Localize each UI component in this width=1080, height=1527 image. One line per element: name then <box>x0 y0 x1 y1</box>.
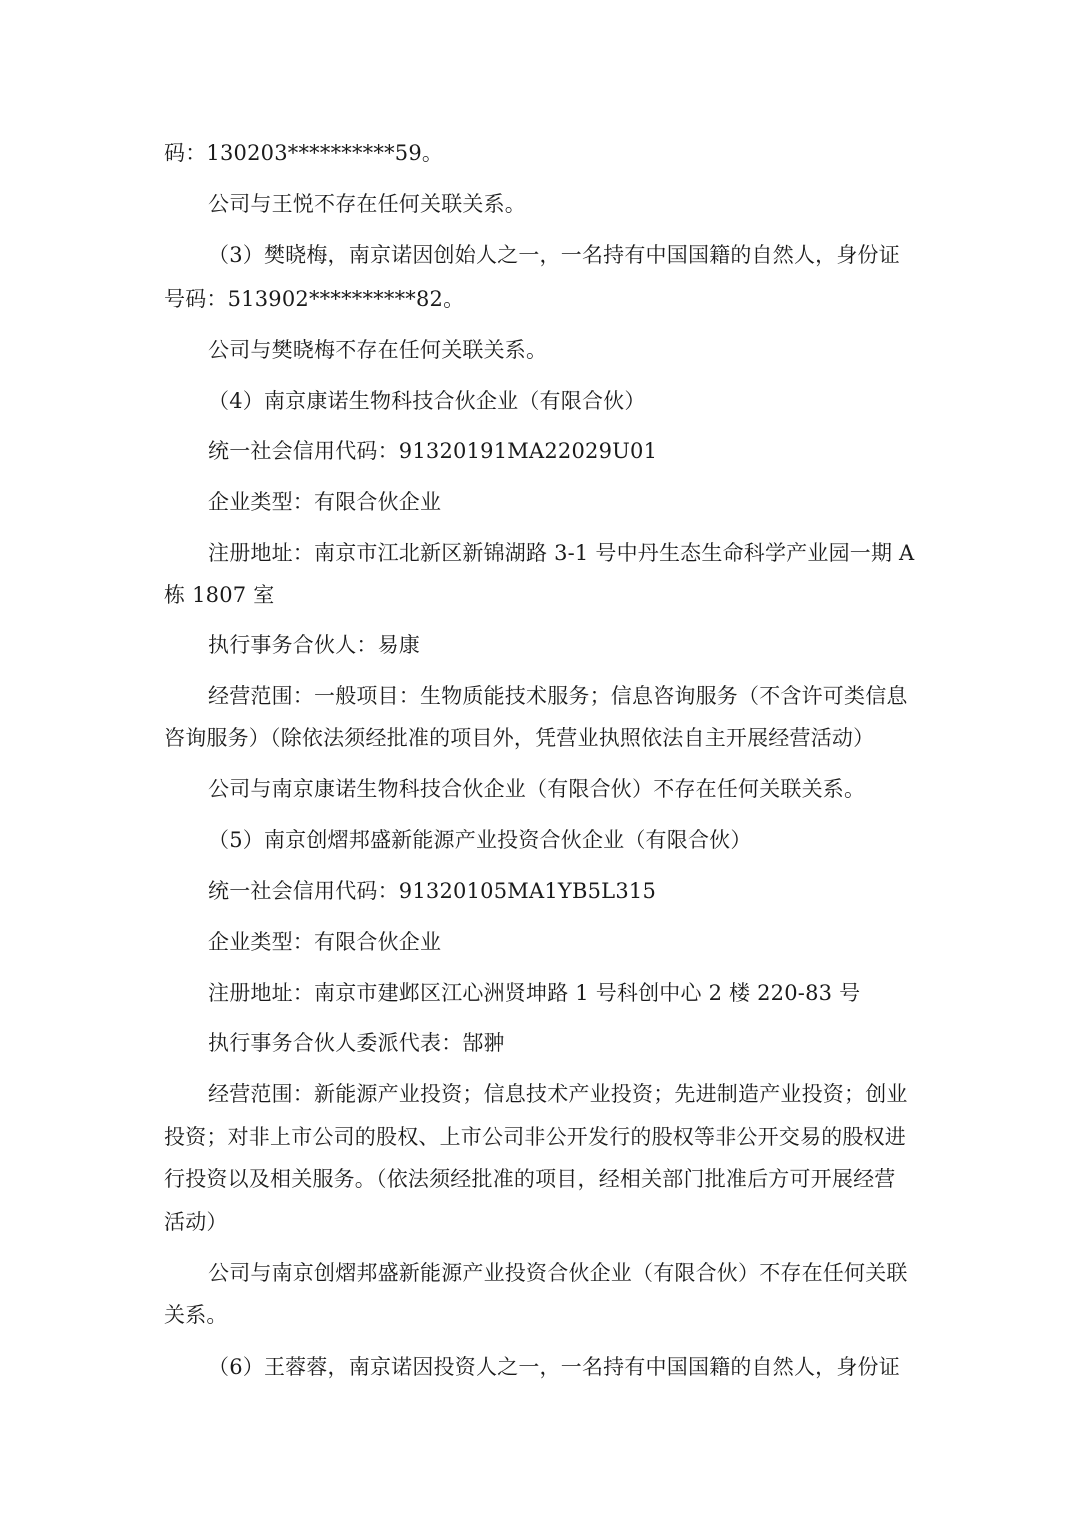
text-line: 统一社会信用代码：91320191MA22029U01 <box>208 439 658 463</box>
text-line: 注册地址：南京市江北新区新锦湖路 3-1 号中丹生态生命科学产业园一期 A <box>208 541 915 565</box>
text-line: 公司与南京康诺生物科技合伙企业（有限合伙）不存在任何关联关系。 <box>208 777 866 801</box>
text-line: 经营范围：一般项目：生物质能技术服务；信息咨询服务（不含许可类信息 <box>208 684 908 708</box>
text-line: 经营范围：新能源产业投资；信息技术产业投资；先进制造产业投资；创业 <box>208 1082 908 1106</box>
text-line: 企业类型：有限合伙企业 <box>208 490 442 514</box>
text-line: 公司与南京创熠邦盛新能源产业投资合伙企业（有限合伙）不存在任何关联 <box>208 1261 908 1285</box>
text-line: 行投资以及相关服务。（依法须经批准的项目，经相关部门批准后方可开展经营 <box>164 1167 896 1191</box>
text-line: 咨询服务）（除依法须经批准的项目外，凭营业执照依法自主开展经营活动） <box>164 726 875 750</box>
text-line: （6）王蓉蓉，南京诺因投资人之一，一名持有中国国籍的自然人，身份证 <box>208 1355 900 1379</box>
text-line: 公司与王悦不存在任何关联关系。 <box>208 192 526 216</box>
text-line: 企业类型：有限合伙企业 <box>208 930 442 954</box>
text-line: 投资；对非上市公司的股权、上市公司非公开发行的股权等非公开交易的股权进 <box>164 1125 906 1149</box>
text-line: （5）南京创熠邦盛新能源产业投资合伙企业（有限合伙） <box>208 828 752 852</box>
text-line: 栋 1807 室 <box>164 583 275 607</box>
text-line: 执行事务合伙人：易康 <box>208 633 420 657</box>
text-line: 公司与樊晓梅不存在任何关联关系。 <box>208 338 548 362</box>
text-line: 活动） <box>164 1210 228 1234</box>
text-line: 执行事务合伙人委派代表：郜翀 <box>208 1031 505 1055</box>
text-line: （4）南京康诺生物科技合伙企业（有限合伙） <box>208 389 646 413</box>
text-line: 注册地址：南京市建邺区江心洲贤坤路 1 号科创中心 2 楼 220-83 号 <box>208 981 861 1005</box>
text-line: （3）樊晓梅，南京诺因创始人之一，一名持有中国国籍的自然人，身份证 <box>208 243 900 267</box>
text-line: 统一社会信用代码：91320105MA1YB5L315 <box>208 879 656 903</box>
text-line: 码：130203**********59。 <box>164 141 444 165</box>
text-line: 关系。 <box>164 1303 228 1327</box>
text-line: 号码：513902**********82。 <box>164 287 465 311</box>
